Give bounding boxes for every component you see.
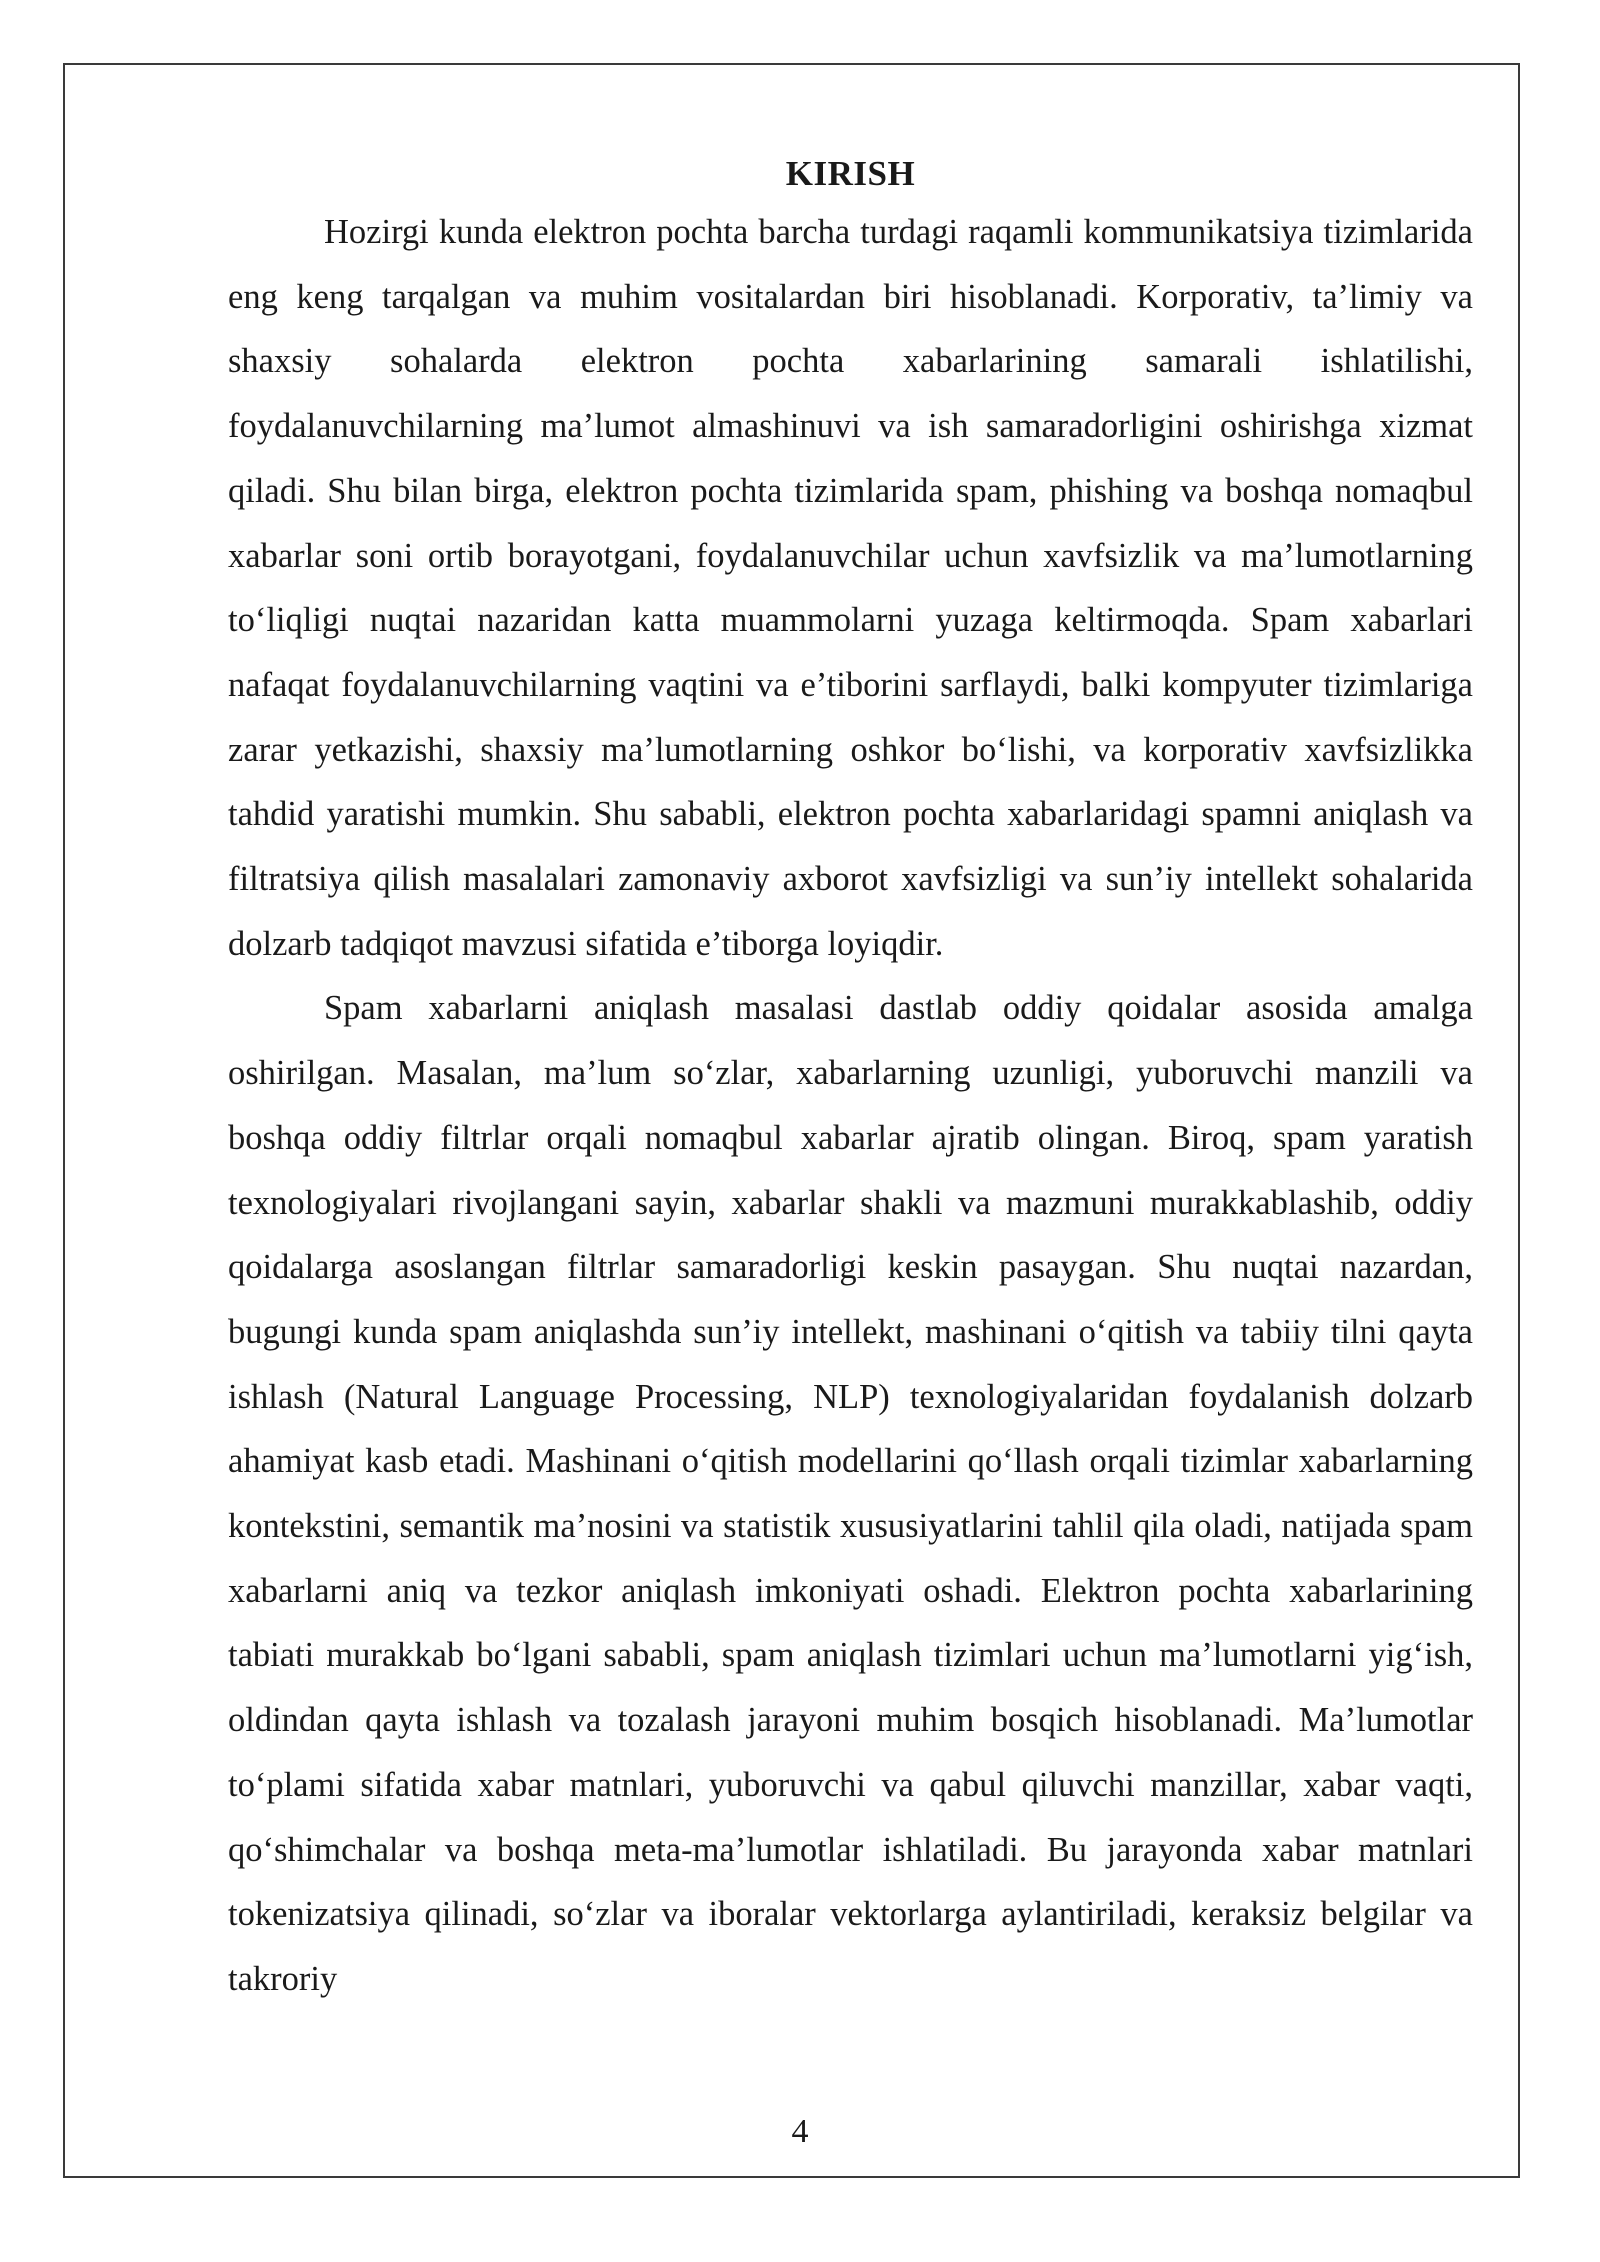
paragraph-spam-detection: Spam xabarlarni aniqlash masalasi dastlab oddiy qoidalar asosida amalga oshirilgan. Masalan, ma’lum so‘zlar, xabarlarning uzunligi, yuboruvchi manzili va boshqa oddiy filtrlar orqali nomaqbul xabarlar ajratib olingan. Biroq, spam yaratish texnologiyalari rivojlangani sayin, xabarlar shakli va mazmuni murakkablashib, oddiy qoidalarga asoslangan filtrlar samaradorligi keskin pasaygan. Shu nuqtai nazardan, bugungi kunda spam aniqlashda sun’iy intellekt, mashinani o‘qitish va tabiiy tilni qayta ishlash (Natural Language Processing, NLP) texnologiyalaridan foydalanish dolzarb ahamiyat kasb etadi. Mashinani o‘qitish modellarini qo‘llash orqali tizimlar xabarlarning kontekstini, semantik ma’nosini va statistik xususiyatlarini tahlil qila oladi, natijada spam xabarlarni aniq va tezkor aniqlash imkoniyati oshadi. Elektron pochta xabarlarining tabiati murakkab bo‘lgani sababli, spam aniqlash tizimlari uchun ma’lumotlarni yig‘ish, oldindan qayta ishlash va tozalash jarayoni muhim bosqich hisoblanadi. Ma’lumotlar to‘plami sifatida xabar matnlari, yuboruvchi va qabul qiluvchi manzillar, xabar vaqti, qo‘shimchalar va boshqa meta-ma’lumotlar ishlatiladi. Bu jarayonda xabar matnlari tokenizatsiya qilinadi, so‘zlar va iboralar vektorlarga aylantiriladi, keraksiz belgilar va takroriy xyxy=(228,989,1473,1998)
section-title: KIRISH xyxy=(785,154,916,193)
page-number: 4 xyxy=(791,2113,809,2150)
document-body xyxy=(228,148,1473,2012)
paragraph-intro: Hozirgi kunda elektron pochta barcha turdagi raqamli kommunikatsiya tizimlarida eng keng tarqalgan va muhim vositalardan biri hisoblanadi. Korporativ, ta’limiy va shaxsiy sohalarda elektron pochta xabarlarining samarali ishlatilishi, foydalanuvchilarning ma’lumot almashinuvi va ish samaradorligini oshirishga xizmat qiladi. Shu bilan birga, elektron pochta tizimlarida spam, phishing va boshqa nomaqbul xabarlar soni ortib borayotgani, foydalanuvchilar uchun xavfsizlik va ma’lumotlarning to‘liqligi nuqtai nazaridan katta muammolarni yuzaga keltirmoqda. Spam xabarlari nafaqat foydalanuvchilarning vaqtini va e’tiborini sarflaydi, balki kompyuter tizimlariga zarar yetkazishi, shaxsiy ma’lumotlarning oshkor bo‘lishi, va korporativ xavfsizlikka tahdid yaratishi mumkin. Shu sababli, elektron pochta xabarlaridagi spamni aniqlash va filtratsiya qilish masalalari zamonaviy axborot xavfsizligi va sun’iy intellekt sohalarida dolzarb tadqiqot mavzusi sifatida e’tiborga loyiqdir. xyxy=(228,213,1473,963)
